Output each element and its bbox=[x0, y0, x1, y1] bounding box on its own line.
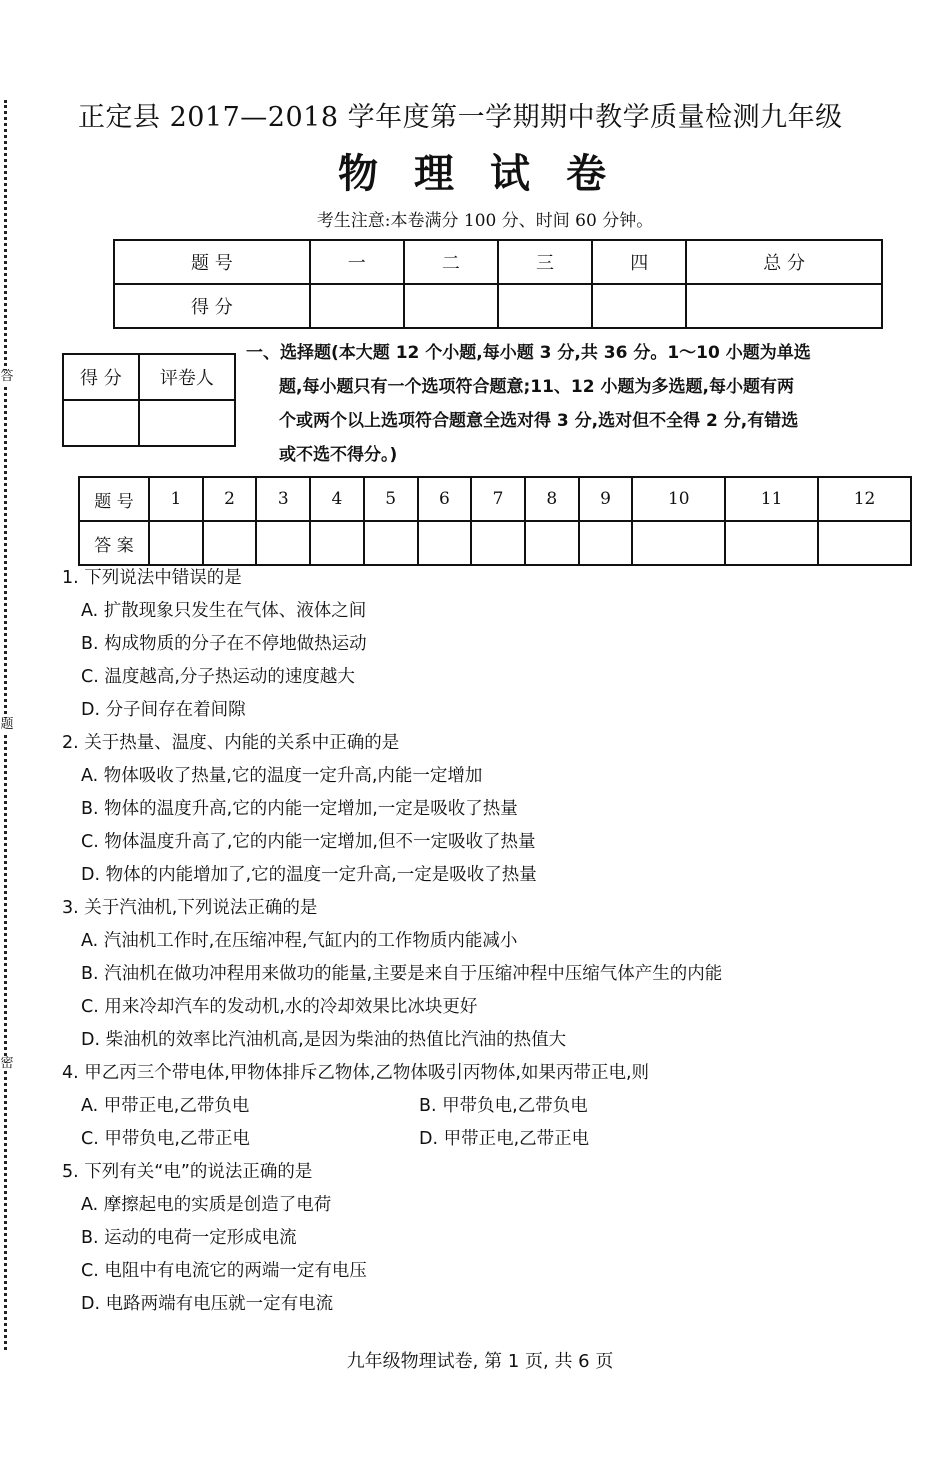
exam-name: 正定县 2017—2018 学年度第一学期期中教学质量检测九年级 bbox=[78, 102, 843, 133]
grader-name-blank[interactable] bbox=[139, 400, 235, 446]
question-number-cell: 10 bbox=[632, 477, 725, 521]
question-number-cell: 1 bbox=[149, 477, 203, 521]
question-option: C. 甲带负电,乙带正电 bbox=[81, 1129, 250, 1149]
score-table-cell: 一 bbox=[310, 240, 404, 284]
answer-table-number-row bbox=[79, 477, 911, 521]
question-option: D. 电路两端有电压就一定有电流 bbox=[81, 1294, 334, 1314]
answer-row-label: 题 号 bbox=[79, 477, 149, 521]
question-option: C. 电阻中有电流它的两端一定有电压 bbox=[81, 1261, 367, 1281]
question-number-cell: 11 bbox=[725, 477, 818, 521]
question-number-cell: 6 bbox=[418, 477, 472, 521]
score-table bbox=[113, 239, 883, 329]
answer-row-label: 答 案 bbox=[79, 521, 149, 565]
question-option: A. 扩散现象只发生在气体、液体之间 bbox=[81, 601, 367, 621]
question-option: D. 分子间存在着间隙 bbox=[81, 700, 246, 720]
score-table-header-row bbox=[114, 240, 882, 284]
score-blank-cell[interactable] bbox=[404, 284, 498, 328]
question-item bbox=[62, 892, 922, 1057]
question-number-cell: 12 bbox=[818, 477, 911, 521]
section-heading-line: 或不选不得分。) bbox=[279, 445, 398, 465]
grader-box bbox=[62, 353, 236, 447]
question-option: A. 甲带正电,乙带负电 bbox=[81, 1096, 250, 1116]
section-heading-line: 个或两个以上选项符合题意全选对得 3 分,选对但不全得 2 分,有错选 bbox=[279, 411, 799, 431]
answer-blank-cell[interactable] bbox=[310, 521, 364, 565]
question-option: C. 温度越高,分子热运动的速度越大 bbox=[81, 667, 355, 687]
answer-blank-cell[interactable] bbox=[471, 521, 525, 565]
question-number-cell: 7 bbox=[471, 477, 525, 521]
question-option: D. 柴油机的效率比汽油机高,是因为柴油的热值比汽油的热值大 bbox=[81, 1030, 567, 1050]
section-heading-line: 题,每小题只有一个选项符合题意;11、12 小题为多选题,每小题有两 bbox=[279, 377, 794, 397]
question-number-cell: 9 bbox=[579, 477, 633, 521]
question-option: B. 运动的电荷一定形成电流 bbox=[81, 1228, 297, 1248]
score-table-cell: 二 bbox=[404, 240, 498, 284]
grader-name-label: 评卷人 bbox=[139, 354, 235, 400]
question-option: A. 汽油机工作时,在压缩冲程,气缸内的工作物质内能减小 bbox=[81, 931, 518, 951]
answer-blank-cell[interactable] bbox=[725, 521, 818, 565]
score-blank-cell[interactable] bbox=[310, 284, 404, 328]
question-number-cell: 5 bbox=[364, 477, 418, 521]
question-option: A. 摩擦起电的实质是创造了电荷 bbox=[81, 1195, 332, 1215]
question-number-cell: 3 bbox=[256, 477, 310, 521]
question-stem: 3. 关于汽油机,下列说法正确的是 bbox=[62, 898, 318, 918]
question-item bbox=[62, 562, 922, 727]
question-option: D. 物体的内能增加了,它的温度一定升高,一定是吸收了热量 bbox=[81, 865, 537, 885]
side-mark: 密 bbox=[0, 1056, 14, 1071]
side-mark: 答 bbox=[0, 369, 14, 384]
grader-score-label: 得 分 bbox=[63, 354, 139, 400]
question-option: B. 甲带负电,乙带负电 bbox=[419, 1096, 588, 1116]
question-item bbox=[62, 1057, 922, 1156]
question-option: B. 物体的温度升高,它的内能一定增加,一定是吸收了热量 bbox=[81, 799, 518, 819]
question-option: C. 物体温度升高了,它的内能一定增加,但不一定吸收了热量 bbox=[81, 832, 536, 852]
question-option: A. 物体吸收了热量,它的温度一定升高,内能一定增加 bbox=[81, 766, 483, 786]
option-row bbox=[62, 1090, 922, 1123]
score-table-score-row bbox=[114, 284, 882, 328]
question-item bbox=[62, 727, 922, 892]
question-number-cell: 2 bbox=[203, 477, 257, 521]
question-stem: 4. 甲乙丙三个带电体,甲物体排斥乙物体,乙物体吸引丙物体,如果丙带正电,则 bbox=[62, 1063, 650, 1083]
answer-blank-cell[interactable] bbox=[818, 521, 911, 565]
score-blank-cell[interactable] bbox=[498, 284, 592, 328]
question-option: C. 用来冷却汽车的发动机,水的冷却效果比冰块更好 bbox=[81, 997, 478, 1017]
answer-blank-cell[interactable] bbox=[203, 521, 257, 565]
subject-title: 物理试卷 bbox=[338, 150, 642, 197]
score-blank-cell[interactable] bbox=[686, 284, 882, 328]
score-row-label: 得 分 bbox=[114, 284, 310, 328]
score-blank-cell[interactable] bbox=[592, 284, 686, 328]
answer-blank-cell[interactable] bbox=[525, 521, 579, 565]
answer-blank-cell[interactable] bbox=[149, 521, 203, 565]
score-table-cell: 四 bbox=[592, 240, 686, 284]
section-heading bbox=[246, 336, 926, 472]
answer-blank-cell[interactable] bbox=[256, 521, 310, 565]
question-stem: 1. 下列说法中错误的是 bbox=[62, 568, 242, 588]
score-table-cell: 三 bbox=[498, 240, 592, 284]
question-number-cell: 8 bbox=[525, 477, 579, 521]
option-row bbox=[62, 1123, 922, 1156]
answer-blank-cell[interactable] bbox=[364, 521, 418, 565]
question-option: B. 构成物质的分子在不停地做热运动 bbox=[81, 634, 367, 654]
question-option: D. 甲带正电,乙带正电 bbox=[419, 1129, 590, 1149]
question-number-cell: 4 bbox=[310, 477, 364, 521]
score-table-cell: 总 分 bbox=[686, 240, 882, 284]
answer-blank-cell[interactable] bbox=[418, 521, 472, 565]
grader-score-blank[interactable] bbox=[63, 400, 139, 446]
answer-table-answer-row bbox=[79, 521, 911, 565]
page-footer: 九年级物理试卷, 第 1 页, 共 6 页 bbox=[346, 1351, 614, 1372]
answer-blank-cell[interactable] bbox=[632, 521, 725, 565]
section-heading-line: 一、选择题(本大题 12 个小题,每小题 3 分,共 36 分。1～10 小题为单选 bbox=[246, 343, 811, 363]
question-item bbox=[62, 1156, 922, 1321]
exam-note: 考生注意:本卷满分 100 分、时间 60 分钟。 bbox=[316, 211, 654, 231]
answer-blank-cell[interactable] bbox=[579, 521, 633, 565]
answer-table bbox=[78, 476, 912, 566]
question-stem: 5. 下列有关“电”的说法正确的是 bbox=[62, 1162, 313, 1182]
question-list bbox=[62, 562, 922, 1321]
question-option: B. 汽油机在做功冲程用来做功的能量,主要是来自于压缩冲程中压缩气体产生的内能 bbox=[81, 964, 723, 984]
question-stem: 2. 关于热量、温度、内能的关系中正确的是 bbox=[62, 733, 400, 753]
score-table-cell: 题 号 bbox=[114, 240, 310, 284]
side-mark: 题 bbox=[0, 717, 14, 732]
